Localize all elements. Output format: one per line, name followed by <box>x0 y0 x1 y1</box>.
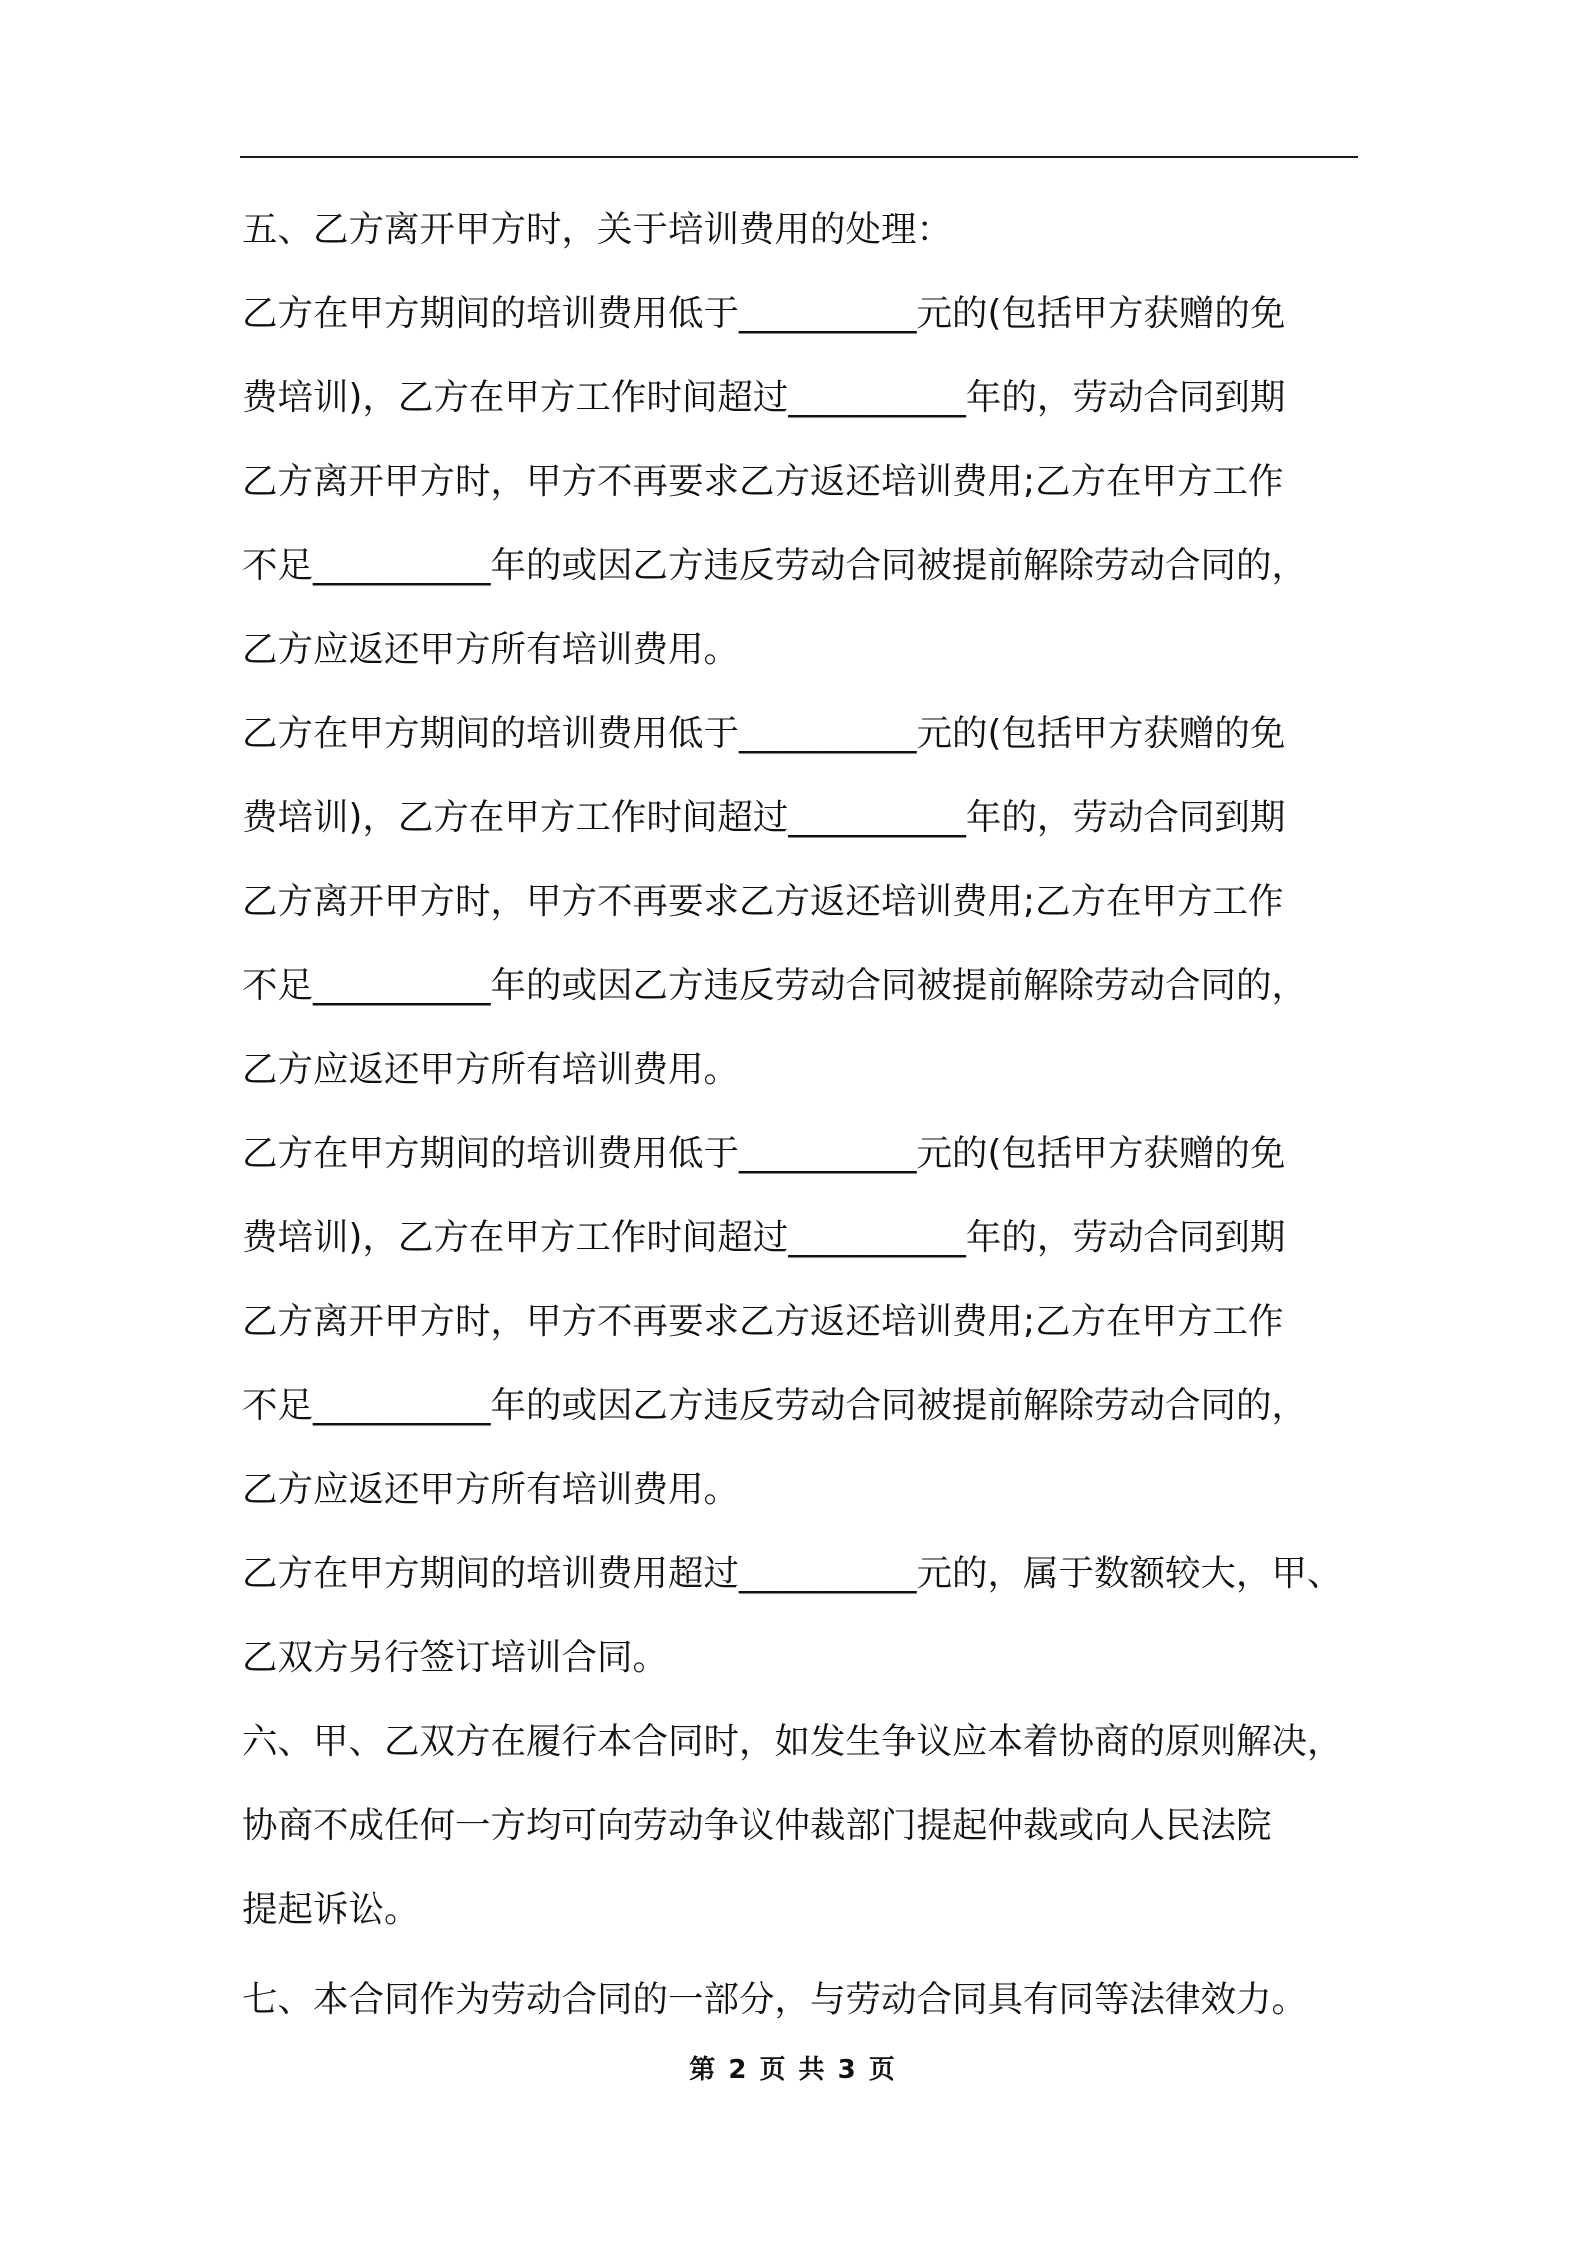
header-rule <box>240 156 1358 158</box>
body-line: 不足__________年的或因乙方违反劳动合同被提前解除劳动合同的， <box>242 1385 1308 1426</box>
body-line: 乙方离开甲方时，甲方不再要求乙方返还培训费用;乙方在甲方工作 <box>242 881 1284 922</box>
body-line: 费培训)，乙方在甲方工作时间超过__________年的，劳动合同到期 <box>242 797 1286 838</box>
body-line: 乙方在甲方期间的培训费用低于__________元的(包括甲方获赠的免 <box>242 713 1286 754</box>
body-line: 乙方应返还甲方所有培训费用。 <box>242 1469 740 1510</box>
body-line: 乙方在甲方期间的培训费用超过__________元的，属于数额较大，甲、 <box>242 1553 1343 1594</box>
section-6-line: 六、甲、乙双方在履行本合同时，如发生争议应本着协商的原则解决， <box>242 1721 1343 1762</box>
body-line: 不足__________年的或因乙方违反劳动合同被提前解除劳动合同的， <box>242 965 1308 1006</box>
body-line: 乙方离开甲方时，甲方不再要求乙方返还培训费用;乙方在甲方工作 <box>242 1301 1284 1342</box>
body-line: 乙方应返还甲方所有培训费用。 <box>242 1049 740 1090</box>
body-line: 乙双方另行签订培训合同。 <box>242 1637 669 1678</box>
body-line: 乙方在甲方期间的培训费用低于__________元的(包括甲方获赠的免 <box>242 293 1286 334</box>
body-line: 不足__________年的或因乙方违反劳动合同被提前解除劳动合同的， <box>242 545 1308 586</box>
body-line: 乙方应返还甲方所有培训费用。 <box>242 629 740 670</box>
section-5-heading: 五、乙方离开甲方时，关于培训费用的处理： <box>242 209 953 250</box>
document-body <box>242 188 1358 2042</box>
body-line: 费培训)，乙方在甲方工作时间超过__________年的，劳动合同到期 <box>242 1217 1286 1258</box>
body-line: 乙方离开甲方时，甲方不再要求乙方返还培训费用;乙方在甲方工作 <box>242 461 1284 502</box>
body-line: 费培训)，乙方在甲方工作时间超过__________年的，劳动合同到期 <box>242 377 1286 418</box>
section-7-line: 七、本合同作为劳动合同的一部分，与劳动合同具有同等法律效力。 <box>242 1979 1308 2020</box>
body-line: 提起诉讼。 <box>242 1889 420 1930</box>
page-number-footer: 第 2 页 共 3 页 <box>689 2055 897 2085</box>
body-line: 乙方在甲方期间的培训费用低于__________元的(包括甲方获赠的免 <box>242 1133 1286 1174</box>
body-line: 协商不成任何一方均可向劳动争议仲裁部门提起仲裁或向人民法院 <box>242 1805 1272 1846</box>
